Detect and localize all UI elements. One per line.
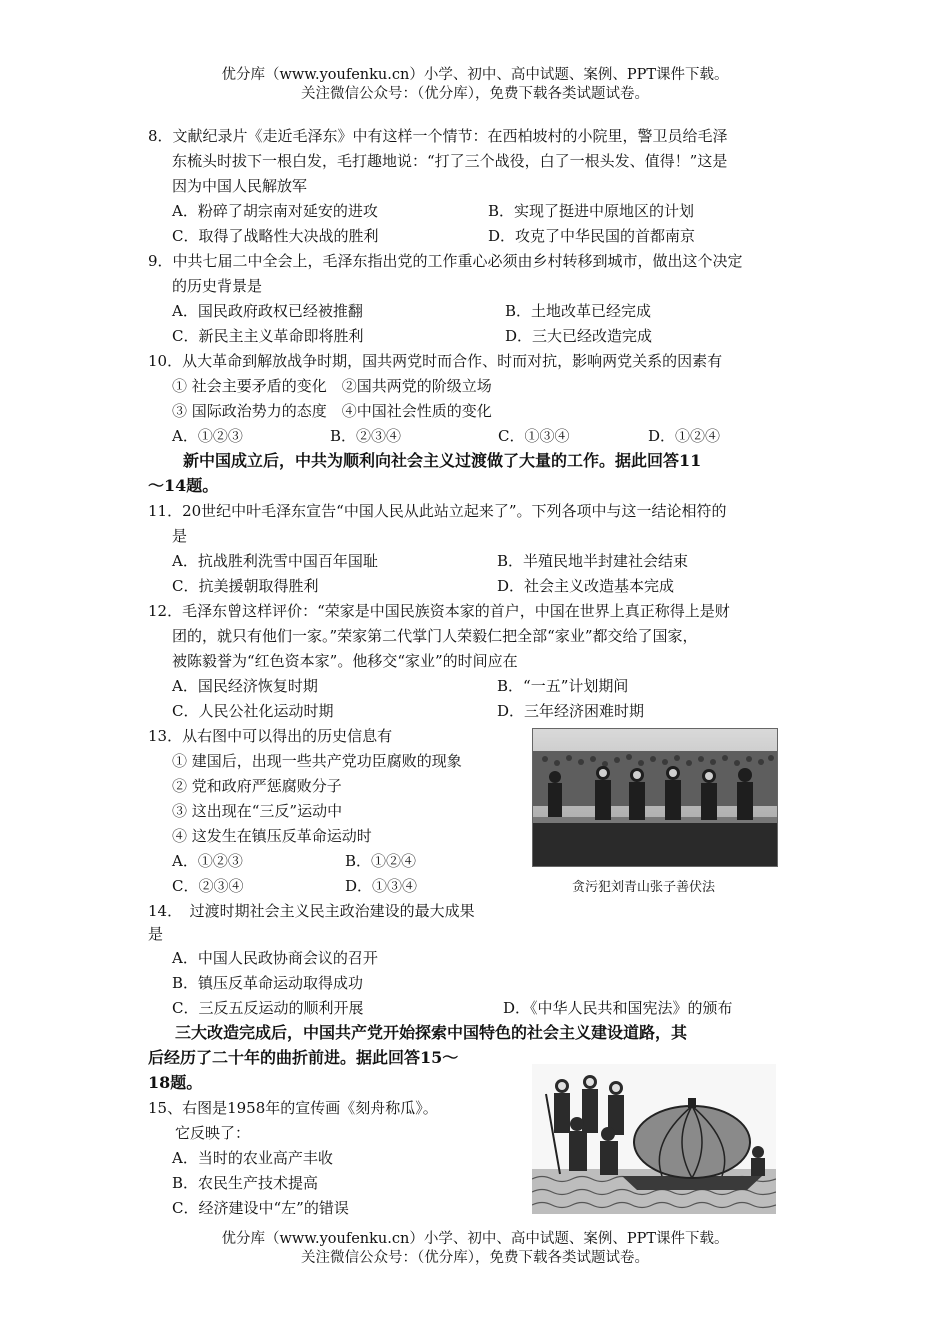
page-footer-line1: 优分库（www.youfenku.cn）小学、初中、高中试题、案例、PPT课件下载。 [221, 1231, 729, 1247]
q15-option-a: A．当时的农业高产丰收 [172, 1149, 333, 1167]
q8-option-b: B．实现了挺进中原地区的计划 [488, 202, 695, 220]
q15-stem-line2: 它反映了： [175, 1124, 251, 1142]
page-header-line1: 优分库（www.youfenku.cn）小学、初中、高中试题、案例、PPT课件下载。 [221, 67, 729, 83]
q8-stem-line2: 东梳头时拔下一根白发，毛打趣地说：“打了三个战役，白了一根头发、值得！”这是 [172, 152, 728, 170]
q8-stem-line3: 因为中国人民解放军 [172, 177, 308, 195]
q15-stem-line1: 15、右图是1958年的宣传画《刻舟称瓜》。 [148, 1099, 438, 1117]
q9-option-b: B．土地改革已经完成 [505, 302, 652, 320]
q9-option-c: C．新民主主义革命即将胜利 [172, 327, 364, 345]
q10-choices-line2: ③ 国际政治势力的态度 ④中国社会性质的变化 [172, 402, 492, 420]
q11-stem-line2: 是 [172, 527, 188, 545]
propaganda-painting [532, 1064, 776, 1214]
q9-stem-line2: 的历史背景是 [172, 277, 263, 295]
q14-option-c: C．三反五反运动的顺利开展 [172, 999, 364, 1017]
q10-option-c: C．①③④ [498, 427, 570, 445]
page-header-line2: 关注微信公众号：（优分库），免费下载各类试题试卷。 [301, 86, 649, 102]
q12-option-b: B．“一五”计划期间 [497, 677, 629, 695]
q10-choices-line1: ① 社会主要矛盾的变化 ②国共两党的阶级立场 [172, 377, 492, 395]
q14-option-d: D．《中华人民共和国宪法》的颁布 [503, 999, 733, 1017]
q13-stem: 13．从右图中可以得出的历史信息有 [148, 727, 393, 745]
q11-option-d: D．社会主义改造基本完成 [497, 577, 675, 595]
execution-photo-drawing [533, 729, 777, 866]
section1-intro-line1: 新中国成立后，中共为顺利向社会主义过渡做了大量的工作。据此回答11 [183, 451, 702, 470]
q13-option-d: D．①③④ [345, 877, 418, 895]
q8-option-d: D．攻克了中华民国的首都南京 [488, 227, 696, 245]
q13-choice-4: ④ 这发生在镇压反革命运动时 [172, 827, 372, 845]
q11-option-b: B．半殖民地半封建社会结束 [497, 552, 689, 570]
section2-intro-line1: 三大改造完成后，中国共产党开始探索中国特色的社会主义建设道路，其 [175, 1023, 688, 1042]
q13-choice-3: ③ 这出现在“三反”运动中 [172, 802, 343, 820]
q9-option-a: A．国民政府政权已经被推翻 [172, 302, 363, 320]
q14-option-b: B．镇压反革命运动取得成功 [172, 974, 364, 992]
section2-intro-line3: 18题。 [148, 1073, 203, 1092]
q11-stem-line1: 11．20世纪中叶毛泽东宣告“中国人民从此站立起来了”。下列各项中与这一结论相符的 [148, 502, 727, 520]
execution-photo [532, 728, 778, 867]
section1-intro-line2: ～14题。 [148, 476, 219, 495]
q9-stem-line1: 9．中共七届二中全会上，毛泽东指出党的工作重心必须由乡村转移到城市，做出这个决定 [148, 252, 743, 270]
q15-option-c: C．经济建设中“左”的错误 [172, 1199, 349, 1217]
propaganda-painting-drawing [532, 1064, 776, 1214]
q12-stem-line1: 12．毛泽东曾这样评价：“荣家是中国民族资本家的首户，中国在世界上真正称得上是财 [148, 602, 730, 620]
q10-stem: 10．从大革命到解放战争时期，国共两党时而合作、时而对抗，影响两党关系的因素有 [148, 352, 723, 370]
q10-option-d: D．①②④ [648, 427, 721, 445]
q13-option-c: C．②③④ [172, 877, 244, 895]
q12-stem-line3: 被陈毅誉为“红色资本家”。他移交“家业”的时间应在 [172, 652, 518, 670]
q11-option-a: A．抗战胜利洗雪中国百年国耻 [172, 552, 378, 570]
q13-choice-1: ① 建国后，出现一些共产党功臣腐败的现象 [172, 752, 462, 770]
page-footer-line2: 关注微信公众号：（优分库），免费下载各类试题试卷。 [301, 1250, 649, 1266]
q13-option-a: A．①②③ [172, 852, 243, 870]
q12-option-d: D．三年经济困难时期 [497, 702, 645, 720]
q10-option-a: A．①②③ [172, 427, 243, 445]
q12-stem-line2: 团的，就只有他们一家。”荣家第二代掌门人荣毅仁把全部“家业”都交给了国家， [172, 627, 698, 645]
q14-stem-line1: 14． 过渡时期社会主义民主政治建设的最大成果 [148, 902, 475, 920]
section2-intro-line2: 后经历了二十年的曲折前进。据此回答15～ [148, 1048, 459, 1067]
q10-option-b: B．②③④ [330, 427, 402, 445]
q15-option-b: B．农民生产技术提高 [172, 1174, 319, 1192]
q12-option-c: C．人民公社化运动时期 [172, 702, 334, 720]
q8-stem-line1: 8．文献纪录片《走近毛泽东》中有这样一个情节：在西柏坡村的小院里，警卫员给毛泽 [148, 127, 728, 145]
q14-stem-line2: 是 [148, 925, 164, 943]
q8-option-a: A．粉碎了胡宗南对延安的进攻 [172, 202, 378, 220]
q11-option-c: C．抗美援朝取得胜利 [172, 577, 319, 595]
q12-option-a: A．国民经济恢复时期 [172, 677, 318, 695]
q13-choice-2: ② 党和政府严惩腐败分子 [172, 777, 342, 795]
q9-option-d: D．三大已经改造完成 [505, 327, 653, 345]
photo-caption: 贪污犯刘青山张子善伏法 [572, 880, 716, 895]
q14-option-a: A．中国人民政协商会议的召开 [172, 949, 378, 967]
q8-option-c: C．取得了战略性大决战的胜利 [172, 227, 379, 245]
q13-option-b: B．①②④ [345, 852, 417, 870]
